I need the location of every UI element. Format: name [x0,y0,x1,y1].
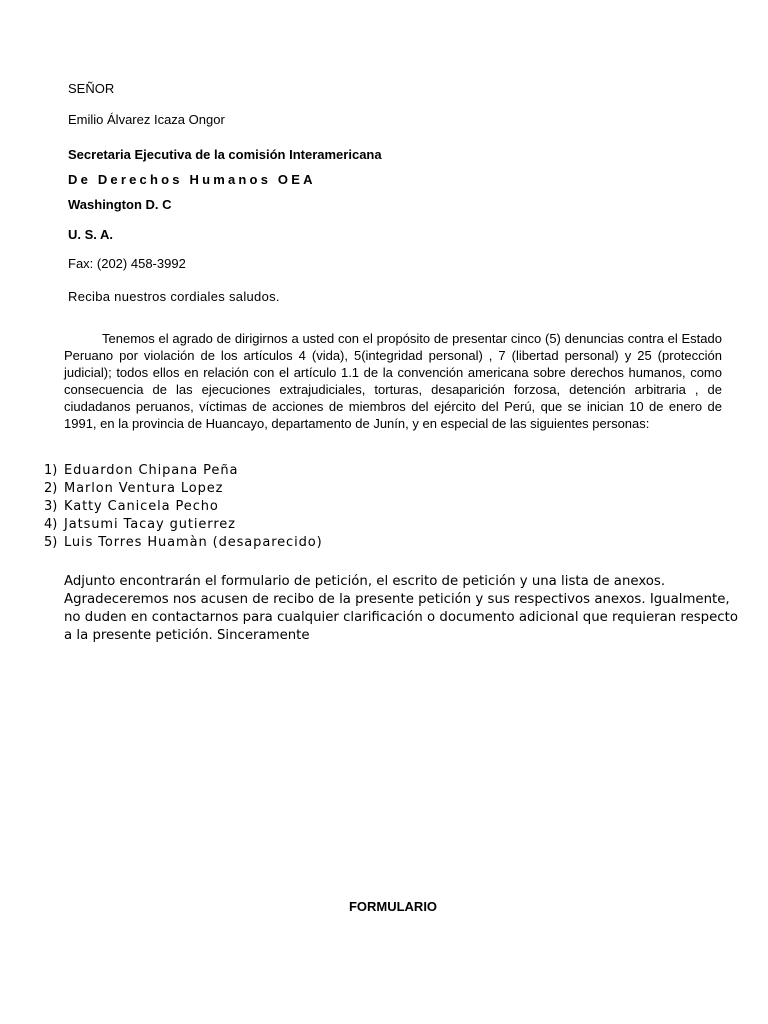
greeting: Reciba nuestros cordiales saludos. [68,289,280,304]
list-item-number: 1) [44,463,58,478]
form-title: FORMULARIO [348,899,438,914]
list-item-name: Katty Canicela Pecho [64,499,219,514]
list-item [44,516,323,534]
list-item-name: Marlon Ventura Lopez [64,481,224,496]
victims-list [44,462,323,552]
recipient-name: Emilio Álvarez Icaza Ongor [68,112,225,127]
intro-paragraph: Tenemos el agrado de dirigirnos a usted con el propósito de presentar cinco (5) denuncias contra el Estado Peruano por violación de los artículos 4 (vida), 5(integridad personal) , 7 (libertad personal) y 25 (protección judicial); todos ellos en relación con el artículo 1.1 de la convención americana sobre derechos humanos, como consecuencia de las ejecuciones extrajudiciales, torturas, desaparición forzosa, detención arbitraria , de ciudadanos peruanos, víctimas de acciones de miembros del ejército del Perú, que se inician 10 de enero de 1991, en la provincia de Huancayo, departamento de Junín, y en especial de las siguientes personas: [64,331,722,431]
recipient-country: U. S. A. [68,227,114,242]
list-item [44,462,323,480]
list-item-name: Luis Torres Huamàn (desaparecido) [64,535,323,550]
list-item-name: Jatsumi Tacay gutierrez [64,517,236,532]
list-item [44,480,323,498]
recipient-city: Washington D. C [68,197,172,212]
closing-paragraph: Adjunto encontrarán el formulario de petición, el escrito de petición y una lista de anexos. Agradeceremos nos acusen de recibo de la presente petición y sus respectivos anexos. Igualmente, no duden en contactarnos para cualquier clarificación o documento adicional que requieran respecto a la presente petición. Sinceramente [64,574,738,643]
organization-line-1: Secretaria Ejecutiva de la comisión Interamericana [68,147,382,162]
list-item [44,498,323,516]
fax-number: Fax: (202) 458-3992 [68,256,186,271]
list-item-number: 5) [44,535,58,550]
organization-line-2: De Derechos Humanos OEA [68,172,316,187]
list-item-name: Eduardon Chipana Peña [64,463,239,478]
salutation-title: SEÑOR [68,81,115,96]
list-item-number: 2) [44,481,58,496]
list-item-number: 3) [44,499,58,514]
list-item-number: 4) [44,517,58,532]
list-item [44,534,323,552]
